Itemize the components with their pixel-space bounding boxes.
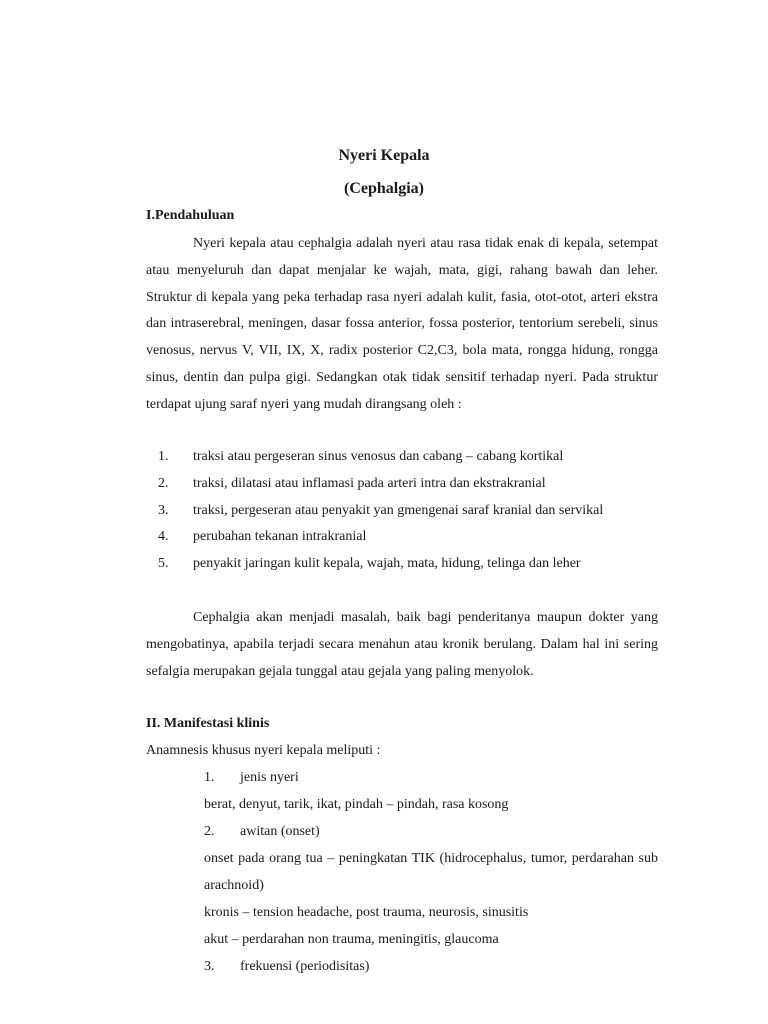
- list-item-number: 3.: [158, 502, 169, 518]
- list-item-text: penyakit jaringan kulit kepala, wajah, mata, hidung, telinga dan leher: [193, 556, 581, 572]
- list-item-text: traksi, dilatasi atau inflamasi pada arteri intra dan ekstrakranial: [193, 475, 546, 491]
- anamnesis-item-number: 2.: [204, 824, 215, 839]
- list-item-text: traksi atau pergeseran sinus venosus dan cabang – cabang kortikal: [193, 449, 564, 464]
- anamnesis-item-1: [204, 765, 658, 792]
- anamnesis-item-3: [204, 954, 658, 981]
- paragraph-intro-text: Nyeri kepala atau cephalgia adalah nyeri atau rasa tidak enak di kepala, setempat atau menyeluruh dan dapat menjalar ke wajah, mata, gigi, rahang bawah dan leher. Struktur di kepala yang peka terhadap rasa nyeri adalah kulit, fasia, otot-otot, arteri ekstra dan intraserebral, meningen, dasar fossa anterior, fossa posterior, tentorium serebeli, sinus venosus, nervus V, VII, IX, X, radix posterior C2,C3, bola mata, rongga hidung, rongga sinus, dentin dan pulpa gigi. Sedangkan otak tidak sensitif terhadap nyeri. Pada struktur terdapat ujung saraf nyeri yang mudah dirangsang oleh :: [146, 236, 658, 412]
- anamnesis-item-number: 3.: [204, 959, 215, 974]
- anamnesis-item-label: frekuensi (periodisitas): [240, 959, 370, 974]
- document-subtitle: (Cephalgia): [344, 180, 424, 197]
- anamnesis-item-label: jenis nyeri: [240, 770, 299, 785]
- anamnesis-intro: Anamnesis khusus nyeri kepala meliputi :: [146, 743, 381, 758]
- list-item-text: traksi, pergeseran atau penyakit yan gmengenai saraf kranial dan servikal: [193, 502, 604, 518]
- list-item-number: 1.: [158, 449, 169, 464]
- anamnesis-item-number: 1.: [204, 770, 215, 785]
- anamnesis-item-2-detail-2: kronis – tension headache, post trauma, neurosis, sinusitis: [204, 905, 529, 920]
- cause-list: [146, 444, 666, 578]
- list-item: [146, 498, 666, 525]
- paragraph-intro: [146, 231, 658, 419]
- anamnesis-item-2-detail-1: onset pada orang tua – peningkatan TIK (hidrocephalus, tumor, perdarahan sub arachnoid): [204, 851, 658, 893]
- list-item-number: 4.: [158, 529, 169, 545]
- paragraph-cephalgia: [146, 605, 658, 685]
- document-title: Nyeri Kepala: [338, 147, 430, 164]
- list-item: [146, 471, 666, 498]
- anamnesis-item-label: awitan (onset): [240, 824, 320, 839]
- list-item: [146, 551, 666, 578]
- paragraph-cephalgia-text: Cephalgia akan menjadi masalah, baik bagi penderitanya maupun dokter yang mengobatinya, apabila terjadi secara menahun atau kronik berulang. Dalam hal ini sering sefalgia merupakan gejala tunggal atau gejala yang paling menyolok.: [146, 610, 658, 679]
- section-heading-manifestasi: II. Manifestasi klinis: [146, 716, 270, 731]
- list-item: [146, 524, 666, 551]
- anamnesis-item-2-detail-3: akut – perdarahan non trauma, meningitis, glaucoma: [204, 932, 499, 947]
- list-item-number: 5.: [158, 556, 169, 572]
- list-item: [146, 444, 666, 471]
- anamnesis-item-2: [204, 819, 658, 846]
- anamnesis-item-1-detail: berat, denyut, tarik, ikat, pindah – pindah, rasa kosong: [204, 797, 509, 812]
- list-item-number: 2.: [158, 475, 169, 491]
- section-heading-pendahuluan: I.Pendahuluan: [146, 208, 235, 223]
- list-item-text: perubahan tekanan intrakranial: [193, 529, 367, 545]
